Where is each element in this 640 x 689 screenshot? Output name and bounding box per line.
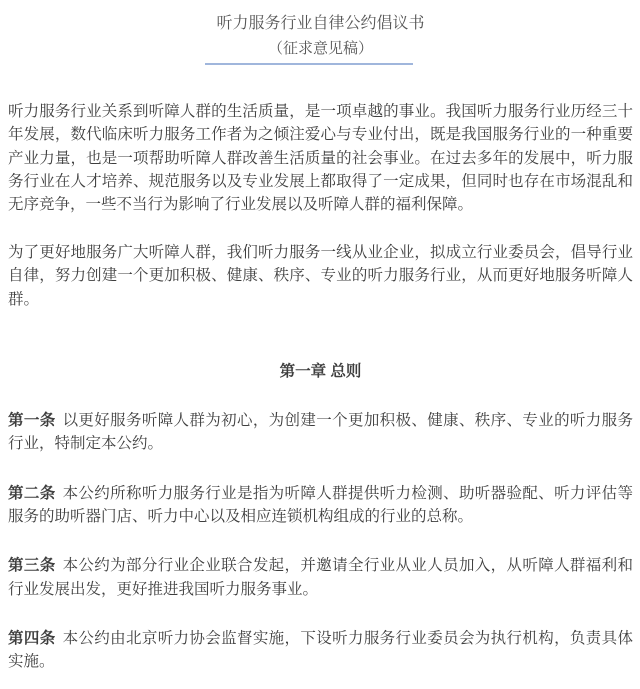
- article-paragraph: [8, 627, 633, 674]
- intro-paragraph-1: 听力服务行业关系到听障人群的生活质量，是一项卓越的事业。我国听力服务行业历经三十年发展，数代临床听力服务工作者为之倾注爱心与专业付出，既是我国服务行业的一种重要产业力量，也是一项帮助听障人群改善生活质量的社会事业。在过去多年的发展中，听力服务行业在人才培养、规范服务以及专业发展上都取得了一定成果，但同时也存在市场混乱和无序竞争，一些不当行为影响了行业发展以及听障人群的福利保障。: [8, 103, 633, 214]
- article-label-4: 第四条: [8, 629, 56, 647]
- chapter-heading: 第一章 总则: [279, 362, 362, 380]
- article-text-3: 本公约为部分行业企业联合发起，并邀请全行业从业人员加入，从听障人群福利和行业发展出发，更好推进我国听力服务事业。: [8, 557, 633, 598]
- article-text-1: 以更好服务听障人群为初心，为创建一个更加积极、健康、秩序、专业的听力服务行业，特制定本公约。: [8, 412, 633, 453]
- article-label-1: 第一条: [8, 412, 56, 430]
- article-text-4: 本公约由北京听力协会监督实施，下设听力服务行业委员会为执行机构，负责具体实施。: [8, 629, 633, 671]
- article-label-3: 第三条: [8, 557, 56, 575]
- intro-paragraph-2: 为了更好地服务广大听障人群，我们听力服务一线从业企业，拟成立行业委员会，倡导行业自律，努力创建一个更加积极、健康、秩序、专业的听力服务行业，从而更好地服务听障人群。: [8, 243, 633, 308]
- document-page: [0, 11, 640, 674]
- document-header: [8, 11, 633, 65]
- page-subtitle: （征求意见稿）: [267, 40, 373, 57]
- article-paragraph: [8, 409, 633, 456]
- page-title: 听力服务行业自律公约倡议书: [216, 15, 425, 32]
- article-label-2: 第二条: [8, 484, 56, 502]
- article-paragraph: [8, 554, 633, 601]
- article-paragraph: [8, 482, 633, 529]
- title-divider: [205, 63, 413, 65]
- article-text-2: 本公约所称听力服务行业是指为听障人群提供听力检测、助听器验配、听力评估等服务的助听器门店、听力中心以及相应连锁机构组成的行业的总称。: [8, 484, 633, 526]
